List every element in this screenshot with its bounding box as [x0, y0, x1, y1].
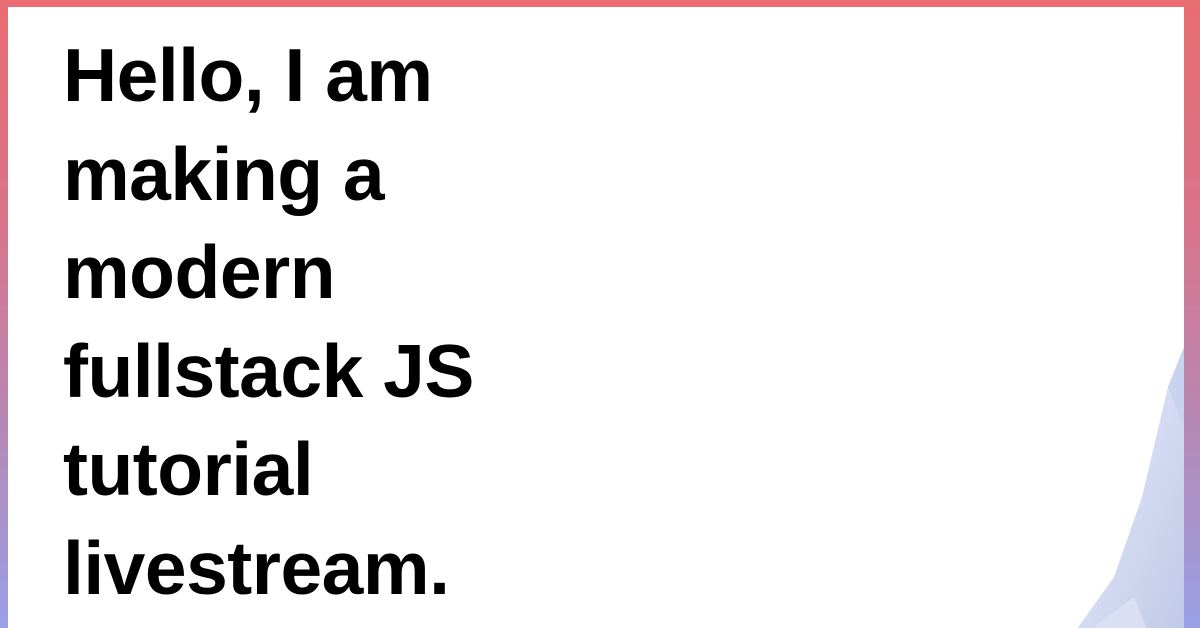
headline-line-4: fullstack JS [63, 328, 474, 413]
headline-line-3: modern [63, 230, 336, 314]
headline-line-2: making a [63, 131, 385, 216]
post-card [8, 7, 1184, 628]
headline-line-5: tutorial [63, 427, 314, 511]
headline-line-1: Hello, I am [63, 33, 433, 117]
headline-line-6: livestream. [63, 525, 450, 610]
headline [63, 26, 823, 617]
decorative-corner-image [1064, 347, 1184, 628]
